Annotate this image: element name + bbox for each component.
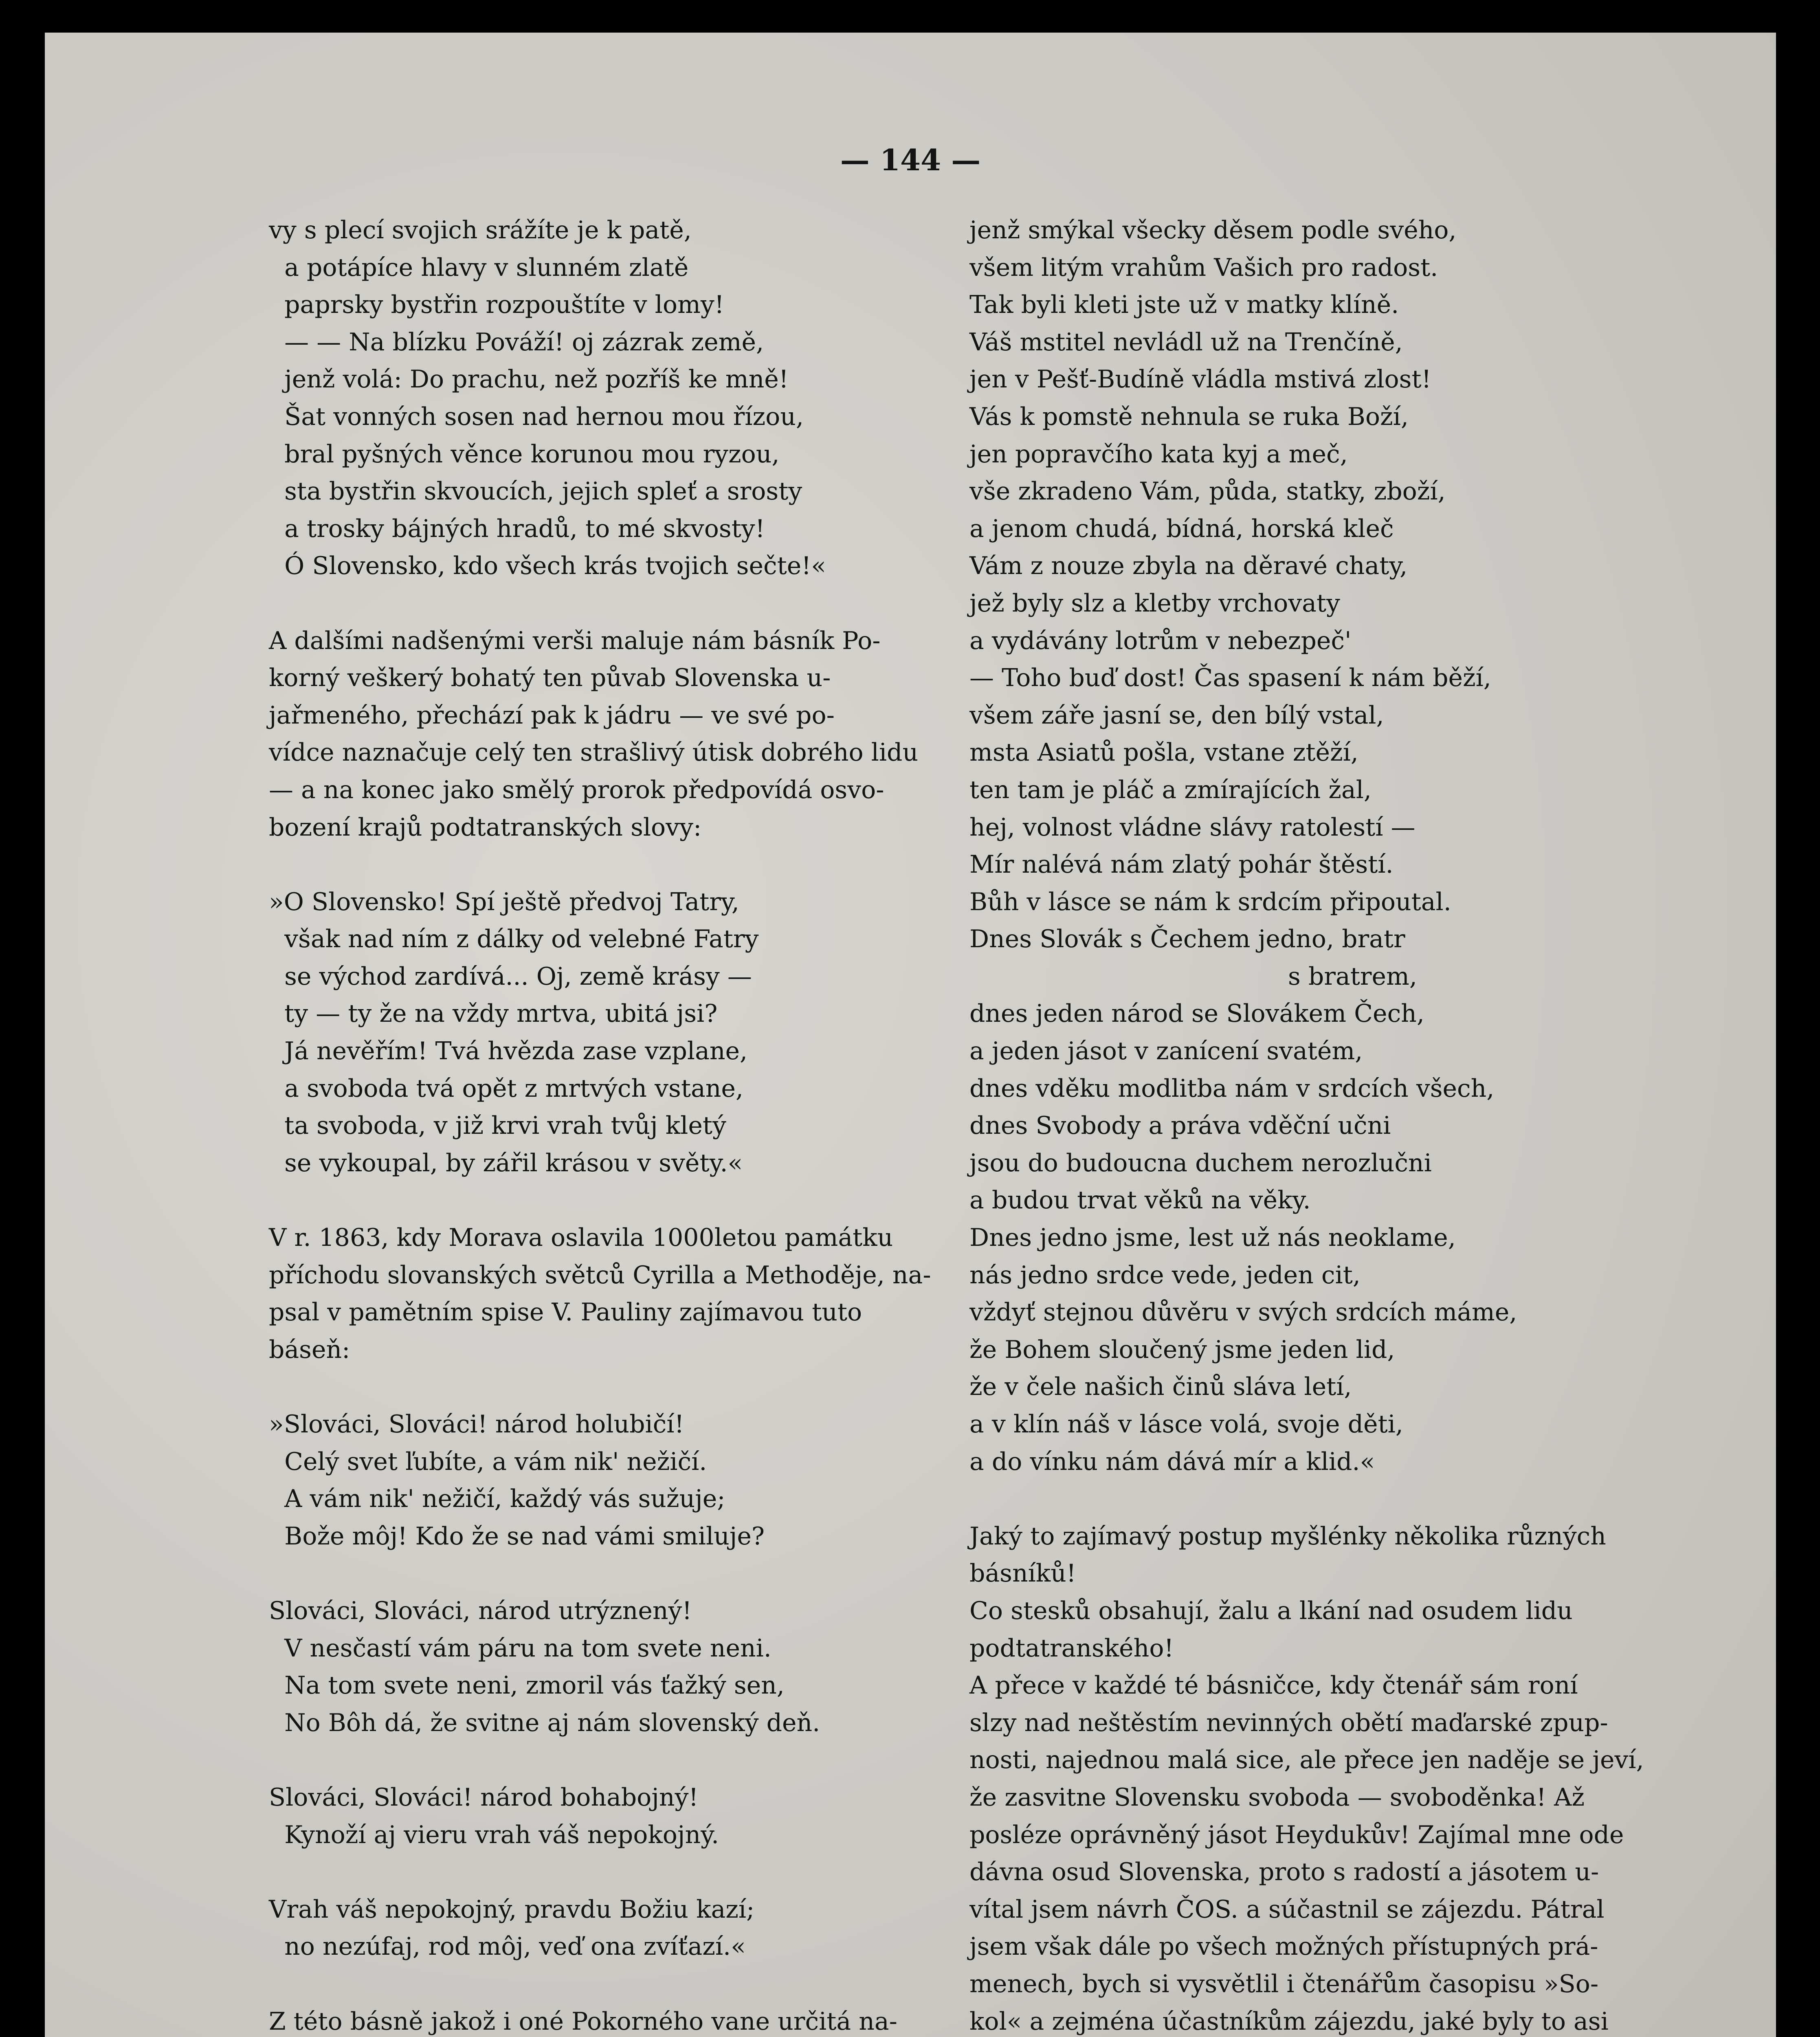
- text-line: dnes vděku modlitba nám v srdcích všech,: [969, 1074, 1495, 1103]
- blank-line: [969, 1480, 1699, 1518]
- text-line: Já nevěřím! Tvá hvězda zase vzplane,: [269, 1037, 748, 1066]
- text-line: Celý svet ľubíte, a vám nik' nežičí.: [269, 1447, 707, 1476]
- text-line: nás jedno srdce vede, jeden cit,: [969, 1260, 1361, 1289]
- text-line: Tak byli kleti jste už v matky klíně.: [969, 290, 1399, 319]
- text-line: Jaký to zajímavý postup myšlénky několika různých: [969, 1522, 1606, 1551]
- text-line: a jenom chudá, bídná, horská kleč: [969, 514, 1394, 543]
- text-line: psal v pamětním spise V. Pauliny zajímavou tuto: [269, 1298, 862, 1327]
- text-line: no nezúfaj, rod môj, veď ona zvíťazí.«: [269, 1932, 746, 1961]
- text-line: nosti, najednou malá sice, ale přece jen naděje se jeví,: [969, 1746, 1644, 1775]
- text-line: posléze oprávněný jásot Heydukův! Zajímal mne ode: [969, 1820, 1624, 1849]
- blank-line: [269, 1854, 1031, 1891]
- text-line: bození krajů podtatranských slovy:: [269, 813, 702, 842]
- text-line: Co stesků obsahují, žalu a lkání nad osudem lidu: [969, 1596, 1573, 1625]
- text-line: »Slováci, Slováci! národ holubičí!: [269, 1410, 684, 1439]
- text-line: Dnes Slovák s Čechem jedno, bratr: [969, 925, 1405, 954]
- text-line: že zasvitne Slovensku svoboda — svoboděnka! Až: [969, 1783, 1585, 1812]
- text-line: Z této básně jakož i oné Pokorného vane určitá na-: [269, 2007, 897, 2036]
- text-line: a do vínku nám dává mír a klid.«: [969, 1447, 1375, 1476]
- text-line: s bratrem,: [969, 962, 1417, 991]
- text-line: že Bohem sloučený jsme jeden lid,: [969, 1335, 1395, 1364]
- text-line: A vám nik' nežičí, každý vás sužuje;: [269, 1485, 725, 1513]
- text-line: a trosky bájných hradů, to mé skvosty!: [269, 514, 765, 543]
- text-line: dnes jeden národ se Slovákem Čech,: [969, 999, 1424, 1028]
- text-line: A dalšími nadšenými verši maluje nám básník Po-: [269, 626, 881, 655]
- text-line: Slováci, Slováci! národ bohabojný!: [269, 1783, 699, 1812]
- text-line: jsem však dále po všech možných přístupných prá-: [969, 1932, 1598, 1961]
- text-line: příchodu slovanských světců Cyrilla a Methoděje, na-: [269, 1260, 931, 1289]
- text-line: báseň:: [269, 1335, 350, 1364]
- right-column: [969, 212, 1699, 2037]
- text-line: vítal jsem návrh ČOS. a súčastnil se zájezdu. Pátral: [969, 1895, 1605, 1924]
- text-line: bral pyšných věnce korunou mou ryzou,: [269, 440, 780, 469]
- text-line: se vykoupal, by zářil krásou v světy.«: [269, 1148, 743, 1177]
- text-line: V nesčastí vám páru na tom svete neni.: [269, 1634, 772, 1663]
- text-line: a vydávány lotrům v nebezpeč': [969, 626, 1352, 655]
- text-line: Šat vonných sosen nad hernou mou řízou,: [269, 402, 804, 431]
- blank-line: [269, 1368, 1031, 1406]
- blank-line: [269, 1182, 1031, 1219]
- text-line: však nad ním z dálky od velebné Fatry: [269, 925, 759, 954]
- text-line: a potápíce hlavy v slunném zlatě: [269, 253, 689, 282]
- blank-line: [269, 1555, 1031, 1593]
- text-line: Ó Slovensko, kdo všech krás tvojich sečte!«: [269, 552, 826, 581]
- text-line: vy s plecí svojich srážíte je k patě,: [269, 216, 692, 244]
- blank-line: [269, 1966, 1031, 2003]
- text-line: jen v Pešť-Budíně vládla mstivá zlost!: [969, 365, 1431, 394]
- text-line: Bože môj! Kdo že se nad vámi smiluje?: [269, 1522, 765, 1551]
- text-line: ta svoboda, v již krvi vrah tvůj kletý: [269, 1111, 726, 1140]
- text-line: básníků!: [969, 1559, 1076, 1588]
- blank-line: [269, 585, 1031, 623]
- text-line: dnes Svobody a práva vděční učni: [969, 1111, 1391, 1140]
- text-line: a svoboda tvá opět z mrtvých vstane,: [269, 1074, 743, 1103]
- text-line: dávna osud Slovenska, proto s radostí a jásotem u-: [969, 1858, 1599, 1887]
- text-line: — — Na blízku Pováží! oj zázrak země,: [269, 328, 764, 356]
- text-line: Vás k pomstě nehnula se ruka Boží,: [969, 402, 1409, 431]
- text-line: jen popravčího kata kyj a meč,: [969, 440, 1348, 469]
- text-line: jež byly slz a kletby vrchovaty: [969, 589, 1340, 618]
- text-line: hej, volnost vládne slávy ratolestí —: [969, 813, 1416, 842]
- text-line: A přece v každé té básničce, kdy čtenář sám roní: [969, 1671, 1578, 1700]
- text-line: a v klín náš v lásce volá, svoje děti,: [969, 1410, 1403, 1439]
- text-line: Váš mstitel nevládl už na Trenčíně,: [969, 328, 1403, 356]
- text-line: všem litým vrahům Vašich pro radost.: [969, 253, 1438, 282]
- text-line: ty — ty že na vždy mrtva, ubitá jsi?: [269, 999, 718, 1028]
- text-line: Dnes jedno jsme, lest už nás neoklame,: [969, 1223, 1456, 1252]
- text-line: Kynoží aj vieru vrah váš nepokojný.: [269, 1820, 719, 1849]
- text-line: Na tom svete neni, zmoril vás ťažký sen,: [269, 1671, 785, 1700]
- text-line: Slováci, Slováci, národ utrýznený!: [269, 1596, 692, 1625]
- page-number: — 144 —: [840, 143, 981, 177]
- text-line: vždyť stejnou důvěru v svých srdcích máme,: [969, 1298, 1517, 1327]
- text-line: podtatranského!: [969, 1634, 1174, 1663]
- text-line: jenž smýkal všecky děsem podle svého,: [969, 216, 1457, 244]
- page: [45, 33, 1776, 2037]
- text-line: kol« a zejména účastníkům zájezdu, jaké byly to asi: [969, 2007, 1609, 2036]
- text-line: korný veškerý bohatý ten půvab Slovenska u-: [269, 664, 831, 693]
- text-line: slzy nad neštěstím nevinných obětí maďarské zpup-: [969, 1708, 1608, 1737]
- text-line: Mír nalévá nám zlatý pohár štěstí.: [969, 850, 1394, 879]
- text-line: Vám z nouze zbyla na děravé chaty,: [969, 552, 1408, 581]
- text-line: a jeden jásot v zanícení svatém,: [969, 1037, 1363, 1066]
- text-line: »O Slovensko! Spí ještě předvoj Tatry,: [269, 887, 739, 916]
- left-column: [269, 212, 1031, 2037]
- text-line: V r. 1863, kdy Morava oslavila 1000letou památku: [269, 1223, 893, 1252]
- text-line: Bůh v lásce se nám k srdcím připoutal.: [969, 887, 1451, 916]
- text-line: a budou trvat věků na věky.: [969, 1186, 1311, 1215]
- text-line: msta Asiatů pošla, vstane ztěží,: [969, 738, 1358, 767]
- text-line: jsou do budoucna duchem nerozlučni: [969, 1148, 1432, 1177]
- text-line: No Bôh dá, že svitne aj nám slovenský deň.: [269, 1708, 820, 1737]
- blank-line: [269, 1742, 1031, 1779]
- text-line: paprsky bystřin rozpouštíte v lomy!: [269, 290, 724, 319]
- text-line: jenž volá: Do prachu, než pozříš ke mně!: [269, 365, 789, 394]
- text-line: jařmeného, přechází pak k jádru — ve své po-: [269, 701, 835, 730]
- text-line: všem záře jasní se, den bílý vstal,: [969, 701, 1384, 730]
- text-line: vše zkradeno Vám, půda, statky, zboží,: [969, 477, 1446, 506]
- text-line: že v čele našich činů sláva letí,: [969, 1373, 1352, 1401]
- text-line: Vrah váš nepokojný, pravdu Božiu kazí;: [269, 1895, 755, 1924]
- blank-line: [269, 846, 1031, 884]
- text-line: ten tam je pláč a zmírajících žal,: [969, 775, 1372, 804]
- text-line: se východ zardívá... Oj, země krásy —: [269, 962, 752, 991]
- text-line: — Toho buď dost! Čas spasení k nám běží,: [969, 664, 1491, 693]
- text-line: — a na konec jako smělý prorok předpovídá osvo-: [269, 775, 884, 804]
- text-line: vídce naznačuje celý ten strašlivý útisk dobrého lidu: [269, 738, 919, 767]
- text-line: menech, bych si vysvětlil i čtenářům časopisu »So-: [969, 1969, 1599, 1998]
- text-line: sta bystřin skvoucích, jejich spleť a srosty: [269, 477, 802, 506]
